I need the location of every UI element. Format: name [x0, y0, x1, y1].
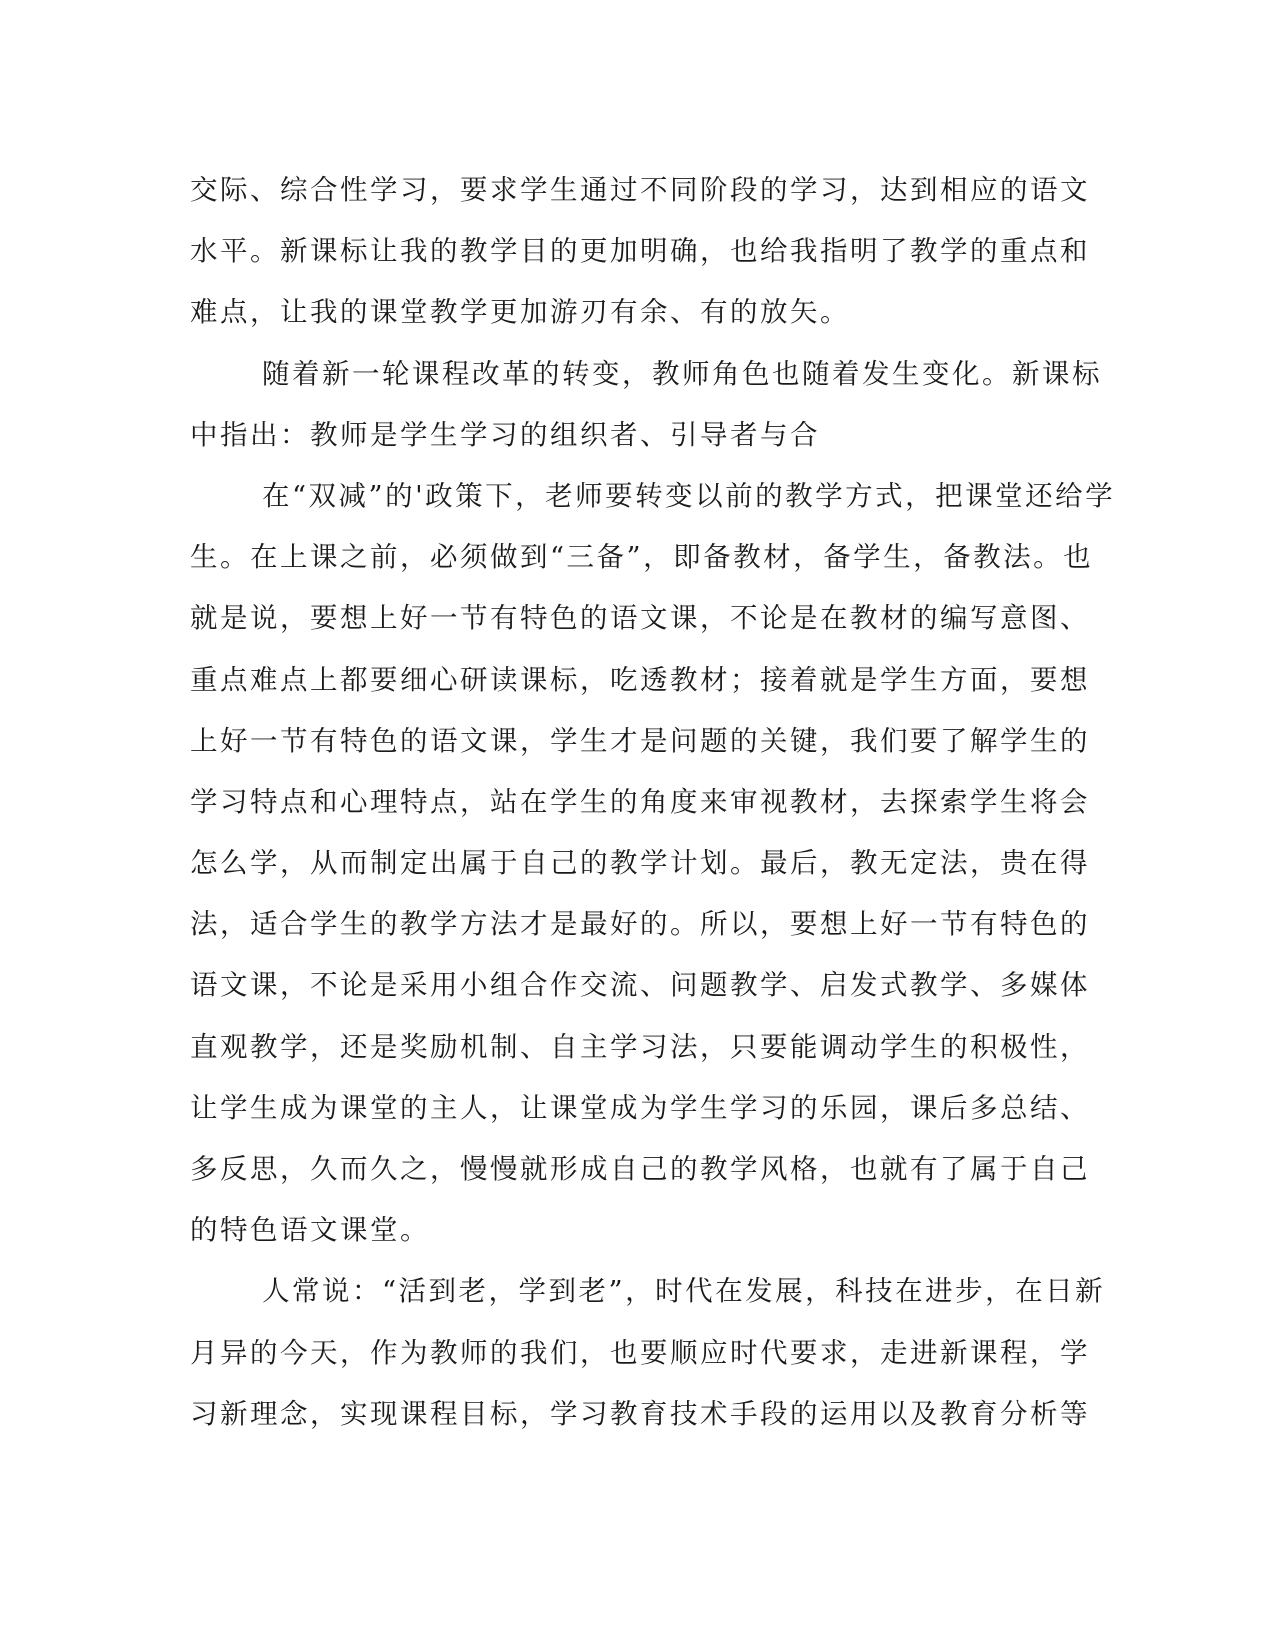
- text-line: 直观教学，还是奖励机制、自主学习法，只要能调动学生的积极性，: [190, 1030, 1090, 1063]
- text-line: 多反思，久而久之，慢慢就形成自己的教学风格，也就有了属于自己: [190, 1153, 1090, 1185]
- paragraph-4: [190, 1261, 1106, 1445]
- text-line: 人常说：“活到老，学到老”，时代在发展，科技在进步，在日新: [262, 1275, 1106, 1308]
- paragraph-1: [190, 160, 1090, 344]
- text-line: 水平。新课标让我的教学目的更加明确，也给我指明了教学的重点和: [190, 235, 1090, 268]
- paragraph-2: [190, 344, 1102, 466]
- text-line: 难点，让我的课堂教学更加游刃有余、有的放矢。: [190, 296, 850, 329]
- text-line: 的特色语文课堂。: [190, 1214, 430, 1247]
- text-line: 怎么学，从而制定出属于自己的教学计划。最后，教无定法，贵在得: [190, 847, 1090, 880]
- text-line: 在“双减”的'政策下，老师要转变以前的教学方式，把课堂还给学: [262, 479, 1116, 512]
- text-line: 学习特点和心理特点，站在学生的角度来审视教材，去探索学生将会: [190, 785, 1090, 818]
- text-line: 让学生成为课堂的主人，让课堂成为学生学习的乐园，课后多总结、: [190, 1091, 1090, 1124]
- text-line: 法，适合学生的教学方法才是最好的。所以，要想上好一节有特色的: [190, 908, 1090, 941]
- text-line: 中指出：教师是学生学习的组织者、引导者与合: [190, 418, 820, 451]
- text-line: 随着新一轮课程改革的转变，教师角色也随着发生变化。新课标: [262, 357, 1102, 390]
- text-line: 月异的今天，作为教师的我们，也要顺应时代要求，走进新课程，学: [190, 1336, 1090, 1369]
- text-line: 上好一节有特色的语文课，学生才是问题的关键，我们要了解学生的: [190, 724, 1090, 757]
- text-line: 重点难点上都要细心研读课标，吃透教材；接着就是学生方面，要想: [190, 663, 1090, 696]
- paragraph-3: [190, 466, 1116, 1261]
- text-line: 习新理念，实现课程目标，学习教育技术手段的运用以及教育分析等: [190, 1397, 1090, 1430]
- text-line: 语文课，不论是采用小组合作交流、问题教学、启发式教学、多媒体: [190, 969, 1090, 1002]
- text-line: 就是说，要想上好一节有特色的语文课，不论是在教材的编写意图、: [190, 602, 1090, 635]
- text-line: 交际、综合性学习，要求学生通过不同阶段的学习，达到相应的语文: [190, 174, 1090, 206]
- text-line: 生。在上课之前，必须做到“三备”，即备教材，备学生，备教法。也: [190, 541, 1094, 574]
- body-text: [190, 160, 1116, 1445]
